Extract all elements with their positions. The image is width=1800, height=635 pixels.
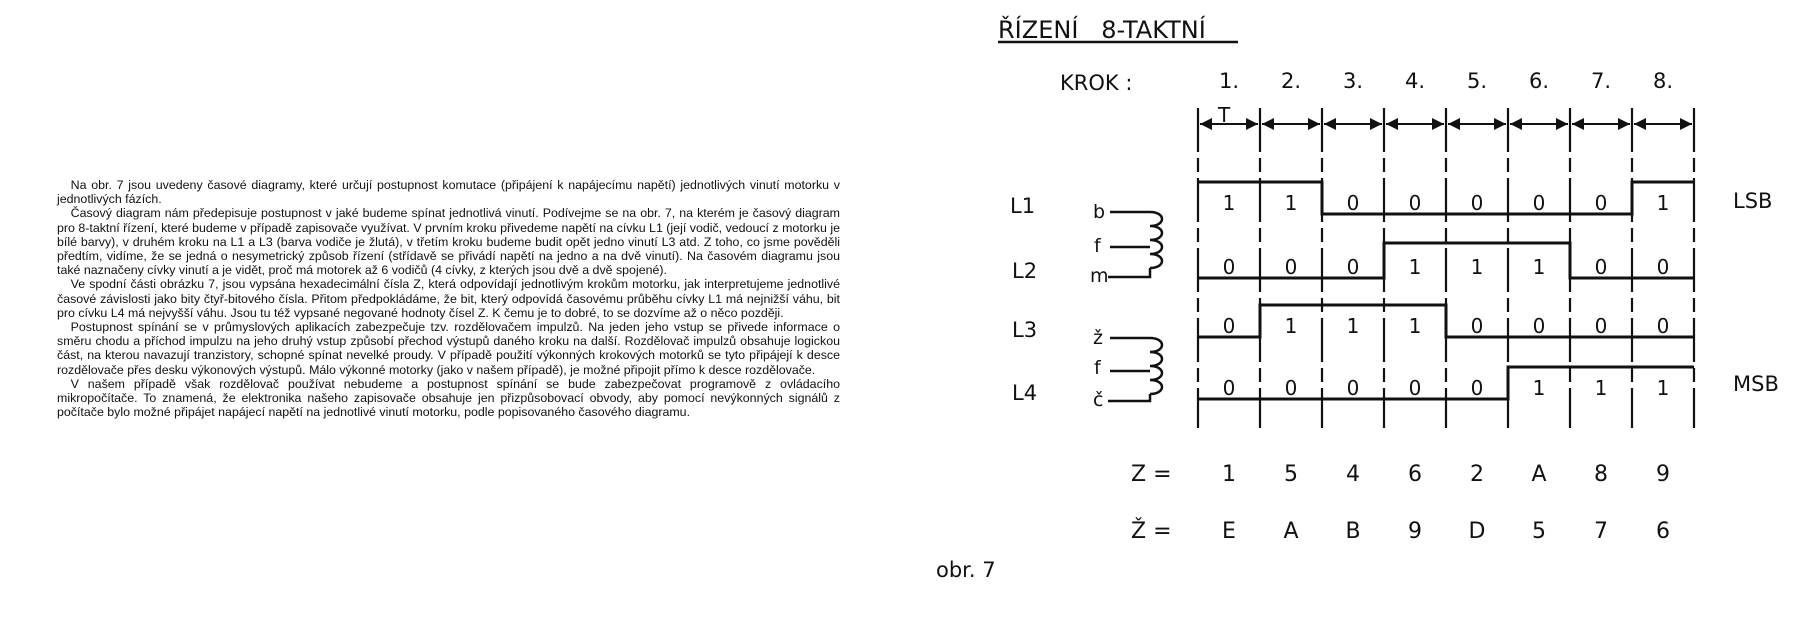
z-value: 2 — [1470, 462, 1484, 487]
paragraph-3: Ve spodní části obrázku 7, jsou vypsána hexadecimální čísla Z, která odpovídají jednotlivým krokům motorku, jak interpretujeme jednotlivé časové závislosti jako bity čtyř-bitového čísla. Přitom předpokládáme, že bit, který odpovídá časovému průběhu cívky L1 má nejnižší váhu, bit pro cívku L4 má nejvyšší váhu. Jsou tu též vypsané negované hodnoty čísel Z. K čemu je to dobré, to se dozvíme až o něco později. — [57, 277, 840, 320]
paragraph-4: Postupnost spínání se v průmyslových aplikacích zabezpečuje tzv. rozdělovačem impulzů. Na jeden jeho vstup se přivede informace o směru chodu a příchod impulzu na jeho druhý vstup způsobí přechod výstupů daného kroku na další. Rozdělovač impulzů obsahuje logickou část, na kterou navazují tranzistory, schopné spínat nevelké proudy. V případě použití výkonných krokových motorků se tyto připájejí k desce rozdělovače přes desku výkonových výstupů. Málo výkonné motorky (jako v našem případě), je možné připojit přímo k desce rozdělovače. — [57, 320, 840, 377]
arrowhead-right-icon — [1556, 118, 1568, 130]
nz-value: 9 — [1408, 519, 1422, 544]
bit-value: 0 — [1594, 314, 1608, 338]
arrowhead-left-icon — [1324, 118, 1336, 130]
coil-label-l4: L4 — [1012, 381, 1038, 405]
arrowhead-right-icon — [1680, 118, 1692, 130]
bit-value: 1 — [1284, 191, 1298, 215]
bit-value: 0 — [1470, 191, 1484, 215]
z-row-label: Z = — [1131, 462, 1172, 487]
bit-value: 0 — [1532, 314, 1546, 338]
bit-value: 1 — [1284, 314, 1298, 338]
bit-value: 1 — [1408, 255, 1422, 279]
z-value: A — [1531, 462, 1547, 487]
coil-label-l3: L3 — [1012, 318, 1038, 342]
waveform-l3 — [1198, 305, 1694, 337]
winding-letter-m: m — [1090, 265, 1109, 287]
nz-value: E — [1222, 519, 1236, 544]
bit-value: 0 — [1284, 255, 1298, 279]
winding-letter-f-bottom: f — [1094, 357, 1101, 379]
arrowhead-left-icon — [1386, 118, 1398, 130]
msb-label: MSB — [1733, 372, 1779, 396]
step-grid — [1198, 108, 1694, 428]
bit-value: 0 — [1346, 255, 1360, 279]
coil-label-l2: L2 — [1012, 259, 1038, 283]
step-label: 6. — [1528, 69, 1550, 93]
figure-title: ŘÍZENÍ 8-TAKTNÍ — [998, 16, 1206, 44]
bit-value: 0 — [1656, 314, 1670, 338]
arrowhead-right-icon — [1246, 118, 1258, 130]
bit-value: 0 — [1594, 255, 1608, 279]
bit-value: 1 — [1532, 255, 1546, 279]
z-value: 8 — [1594, 462, 1608, 487]
step-label: 7. — [1590, 69, 1612, 93]
z-values — [1222, 462, 1670, 487]
step-label: 3. — [1342, 69, 1364, 93]
paragraph-1: Na obr. 7 jsou uvedeny časové diagramy, které určují postupnost komutace (připájení k napájecímu napětí) jednotlivých vinutí motorku v jednotlivých fázích. — [57, 178, 840, 207]
arrowhead-left-icon — [1448, 118, 1460, 130]
z-value: 1 — [1222, 462, 1236, 487]
bit-value: 0 — [1346, 376, 1360, 400]
coil-label-l1: L1 — [1010, 194, 1036, 218]
z-value: 5 — [1284, 462, 1298, 487]
bit-value: 0 — [1222, 376, 1236, 400]
winding-letter-z: ž — [1093, 327, 1103, 349]
arrowhead-left-icon — [1572, 118, 1584, 130]
z-value: 4 — [1346, 462, 1360, 487]
bit-value: 0 — [1656, 255, 1670, 279]
arrowhead-right-icon — [1494, 118, 1506, 130]
z-value: 6 — [1408, 462, 1422, 487]
step-label: 8. — [1652, 69, 1674, 93]
nz-value: 7 — [1594, 519, 1608, 544]
bit-value: 1 — [1346, 314, 1360, 338]
step-label: 2. — [1280, 69, 1302, 93]
winding-coil-bottom-icon — [1108, 338, 1162, 401]
arrowhead-left-icon — [1262, 118, 1274, 130]
nz-row-label: Ž = — [1131, 519, 1172, 544]
nz-value: 6 — [1656, 519, 1670, 544]
paragraph-5: V našem případě však rozdělovač používat nebudeme a postupnost spínání se bude zabezpečovat programově z ovládacího mikropočítače. To znamená, že elektronika našeho zapisovače obsahuje jen přizpůsobovací obvody, aby pomocí nevýkonných signálů z počítače bylo možné připájet napájecí napětí na jednotlivé vinutí motorku, podle popisovaného časového diagramu. — [57, 376, 840, 420]
bit-value: 0 — [1470, 376, 1484, 400]
bit-value: 1 — [1656, 191, 1670, 215]
bit-value: 1 — [1222, 191, 1236, 215]
arrowhead-right-icon — [1370, 118, 1382, 130]
bit-value: 0 — [1284, 376, 1298, 400]
winding-letter-c: č — [1093, 389, 1104, 411]
arrowhead-right-icon — [1308, 118, 1320, 130]
bit-value: 0 — [1532, 191, 1546, 215]
bit-value: 1 — [1470, 255, 1484, 279]
bit-value: 0 — [1470, 314, 1484, 338]
winding-letter-b: b — [1093, 201, 1106, 223]
arrowhead-right-icon — [1432, 118, 1444, 130]
bit-value: 0 — [1346, 191, 1360, 215]
period-label: T — [1218, 103, 1231, 127]
bit-value: 1 — [1656, 376, 1670, 400]
arrowhead-right-icon — [1618, 118, 1630, 130]
nz-value: 5 — [1532, 519, 1546, 544]
paragraph-2: Časový diagram nám předepisuje postupnost v jaké budeme spínat jednotlivá vinutí. Podívejme se na obr. 7, na kterém je časový diagram pro 8-taktní řízení, které budeme v případě zapisovače využívat. V prvním kroku přivedeme napětí na cívku L1 (její vodič, vedoucí z motorku je bílé barvy), v druhém kroku na L1 a L3 (barva vodiče je žlutá), v třetím kroku budeme budit opět jedno vinutí L3 atd. Z toho, co jsme pověděli předtím, vidíme, že se jedná o nesymetrický způsob řízení (střídavě se přivádí napětí na jedno a na dvě vinutí). Na časovém diagramu jsou také naznačeny cívky vinutí a je vidět, proč má motorek až 6 vodičů (4 cívky, z kterých jsou dvě a dvě spojené). — [57, 206, 840, 278]
bit-value: 0 — [1222, 255, 1236, 279]
step-label: 4. — [1404, 69, 1426, 93]
bit-value: 0 — [1594, 191, 1608, 215]
bit-value: 0 — [1222, 314, 1236, 338]
lsb-label: LSB — [1733, 189, 1773, 213]
krok-label: KROK : — [1060, 71, 1133, 95]
bit-value: 1 — [1532, 376, 1546, 400]
arrowhead-left-icon — [1634, 118, 1646, 130]
arrowhead-left-icon — [1510, 118, 1522, 130]
step-labels — [1219, 69, 1673, 93]
nz-value: D — [1468, 519, 1486, 544]
bit-value: 1 — [1594, 376, 1608, 400]
arrowhead-left-icon — [1200, 118, 1212, 130]
bit-value: 1 — [1408, 314, 1422, 338]
bit-value: 0 — [1408, 376, 1422, 400]
figure-caption: obr. 7 — [936, 558, 996, 582]
nz-values — [1222, 519, 1670, 544]
bit-value: 0 — [1408, 191, 1422, 215]
nz-value: B — [1345, 519, 1361, 544]
nz-value: A — [1283, 519, 1299, 544]
step-label: 1. — [1218, 69, 1240, 93]
z-value: 9 — [1656, 462, 1670, 487]
step-label: 5. — [1466, 69, 1488, 93]
winding-coil-top-icon — [1108, 212, 1162, 277]
winding-letter-f-top: f — [1094, 235, 1101, 257]
